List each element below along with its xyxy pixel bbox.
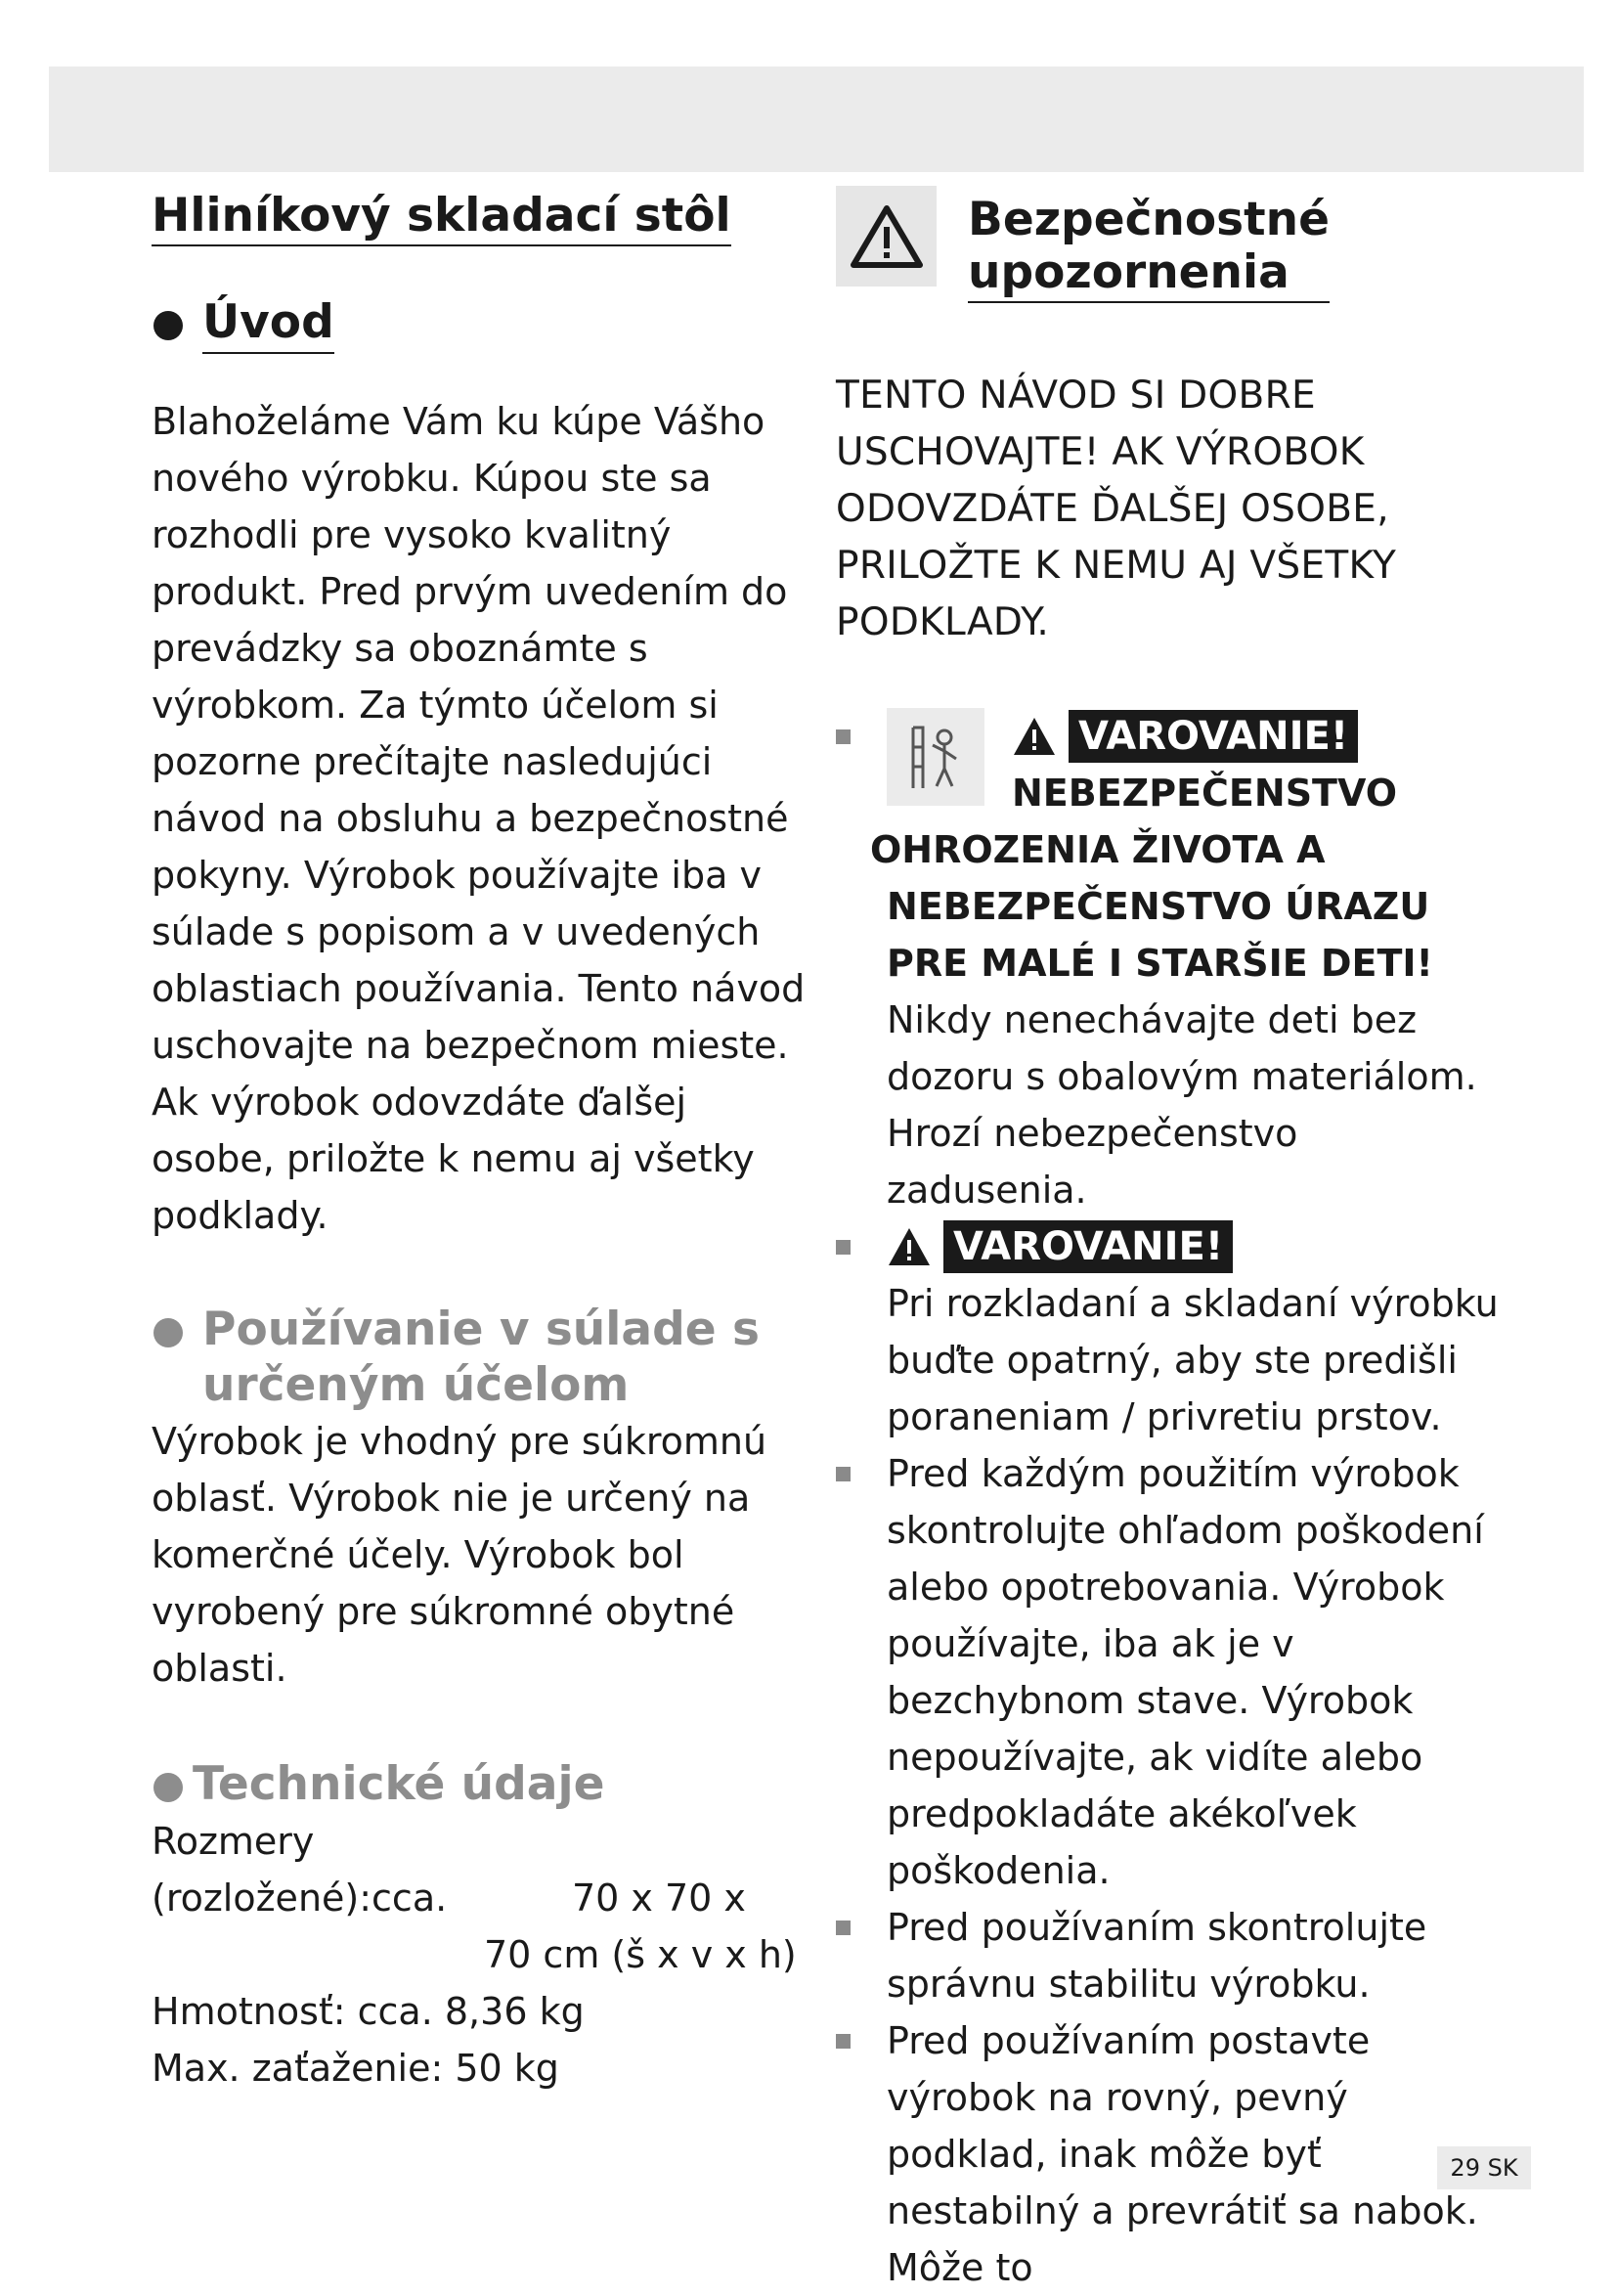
bullet-dot-icon: [153, 311, 183, 340]
warning-2-text: Pri rozkladaní a skladaní výrobku buďte opatrný, aby ste predišli poraneniam / privretiu prstov.: [887, 1282, 1499, 1438]
tech-specs: [152, 1813, 807, 2097]
list-item-text: Pred používaním skontrolujte správnu stabilitu výrobku.: [887, 1906, 1427, 2006]
list-item-text: Pred používaním postavte výrobok na rovný, pevný podklad, inak môže byť nestabilný a prevrátiť sa nabok. Môže to: [887, 2019, 1478, 2289]
safety-heading-line-2: upozornenia: [968, 245, 1289, 299]
list-item-text: Pred každým použitím výrobok skontrolujte ohľadom poškodení alebo opotrebovania. Výrobok používajte, iba ak je v bezchybnom stave. Výrobok nepoužívajte, ak vidíte alebo predpokladáte akékoľvek poškodenia.: [887, 1452, 1484, 1892]
warning-1-title-line-2: OHROZENIA ŽIVOTA A: [870, 828, 1326, 871]
dimensions-row: [152, 1870, 807, 1926]
warning-1-title-line-3: NEBEZPEČENSTVO ÚRAZU: [887, 885, 1430, 928]
warning-triangle-icon: [1012, 716, 1057, 757]
warning-triangle-icon: [887, 1226, 932, 1267]
right-column: [836, 186, 1501, 2296]
child-warning-icon: [887, 708, 984, 806]
bullet-dot-icon: [153, 1773, 183, 1802]
page-number: 29 SK: [1437, 2146, 1531, 2189]
safety-title: [968, 194, 1330, 303]
intro-section-heading: [152, 295, 807, 354]
usage-section-heading: [152, 1303, 807, 1413]
header-bar: [49, 66, 1584, 172]
dimensions-label-1: Rozmery: [152, 1819, 315, 1863]
warning-2-label-line: [887, 1218, 1501, 1275]
warning-1-title-line-1: NEBEZPEČENSTVO: [1012, 772, 1398, 815]
list-item: [836, 2012, 1501, 2296]
list-item: [836, 1899, 1501, 2012]
document-title: Hliníkový skladací stôl: [152, 190, 731, 246]
intro-text: Blahoželáme Vám ku kúpe Vášho nového výrobku. Kúpou ste sa rozhodli pre vysoko kvalitný produkt. Pred prvým uvedením do prevádzky sa oboznámte s výrobkom. Za týmto účelom si pozorne prečítajte nasledujúci návod na obsluhu a bezpečnostné pokyny. Výrobok používajte iba v súlade s popisom a v uvedených oblastiach používania. Tento návod uschovajte na bezpečnom mieste. Ak výrobok odovzdáte ďalšej osobe, priložte k nemu aj všetky podklady.: [152, 400, 806, 1238]
list-item: [836, 1445, 1501, 1899]
warning-1-title-line-4: PRE MALÉ I STARŠIE DETI!: [887, 942, 1433, 985]
usage-heading: Používanie v súlade s určeným účelom: [202, 1303, 760, 1412]
usage-text: Výrobok je vhodný pre súkromnú oblasť. Výrobok nie je určený na komerčné účely. Výrobok bol vyrobený pre súkromné obytné oblasti.: [152, 1420, 767, 1691]
warning-label: VAROVANIE!: [1069, 710, 1358, 763]
warning-2: [836, 1218, 1501, 1445]
warning-1: [836, 708, 1501, 821]
dimensions-value-2: 70 cm (š x v x h): [484, 1932, 797, 1976]
warning-1-body: [836, 878, 1501, 1218]
weight: Hmotnosť: cca. 8,36 kg: [152, 1989, 585, 2033]
keep-instructions-note: TENTO NÁVOD SI DOBRE USCHOVAJTE! AK VÝROBOK ODOVZDÁTE ĎALŠEJ OSOBE, PRILOŽTE K NEMU AJ VŠETKY PODKLADY.: [836, 374, 1397, 644]
warning-label-line: [1012, 708, 1397, 765]
square-bullet-icon: [836, 1921, 851, 1935]
left-column: [152, 186, 807, 2097]
tech-section-heading: [152, 1757, 807, 1812]
warning-1-text: Nikdy nenechávajte deti bez dozoru s obalovým materiálom. Hrozí nebezpečenstvo zadusenia.: [887, 998, 1477, 1212]
square-bullet-icon: [836, 2034, 851, 2049]
square-bullet-icon: [836, 1467, 851, 1481]
warning-1-head: [1012, 708, 1397, 821]
max-load: Max. zaťaženie: 50 kg: [152, 2046, 559, 2090]
dimensions-value-1: 70 x 70 x: [572, 1876, 746, 1920]
dimensions-label-2: (rozložené):cca.: [152, 1876, 448, 1920]
safety-heading-line-1: Bezpečnostné: [968, 193, 1330, 246]
warning-triangle-icon: [836, 186, 937, 287]
safety-heading: [836, 186, 1501, 303]
tech-heading: Technické údaje: [193, 1757, 605, 1812]
bullet-dot-icon: [153, 1318, 183, 1347]
warning-2-label: VAROVANIE!: [943, 1220, 1233, 1273]
square-bullet-icon: [836, 1240, 851, 1255]
square-bullet-icon: [836, 729, 851, 744]
intro-heading: Úvod: [202, 295, 334, 354]
